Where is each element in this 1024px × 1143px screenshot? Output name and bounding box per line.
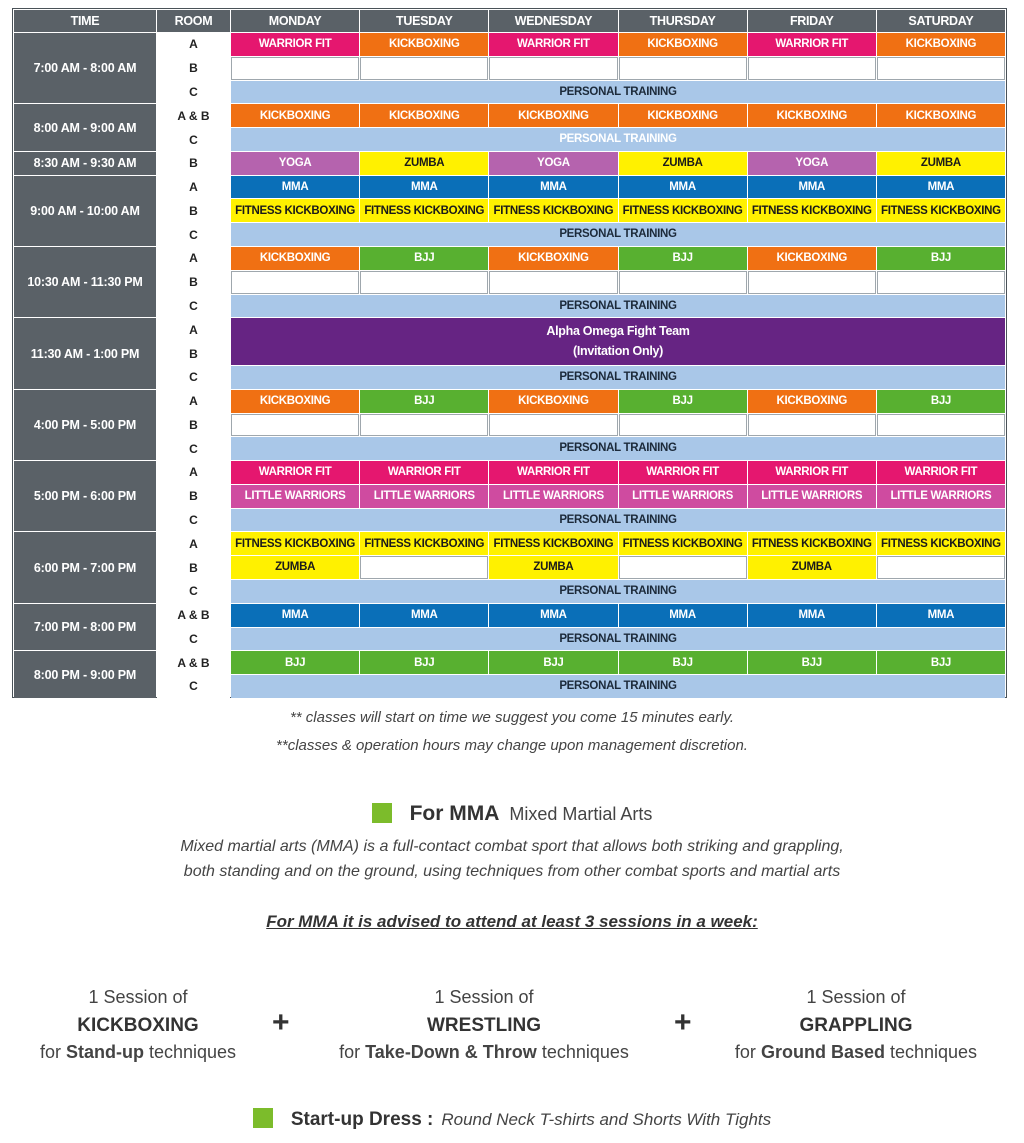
class-cell-fitness-kickboxing: FITNESS KICKBOXING	[231, 199, 359, 222]
time-slot-label: 7:00 PM - 8:00 PM	[14, 604, 156, 651]
class-cell-bjj: BJJ	[619, 247, 747, 270]
class-cell-bjj: BJJ	[619, 651, 747, 674]
class-schedule-table	[12, 8, 1007, 698]
class-cell-zumba: ZUMBA	[748, 556, 876, 579]
session-name: KICKBOXING	[77, 1014, 199, 1036]
note-start-on-time: ** classes will start on time we suggest you come 15 minutes early.	[289, 709, 735, 726]
room-label: A	[157, 461, 230, 484]
room-label: A	[157, 532, 230, 555]
class-cell-kickboxing: KICKBOXING	[231, 104, 359, 127]
class-cell-fitness-kickboxing: FITNESS KICKBOXING	[877, 199, 1005, 222]
time-slot-label: 9:00 AM - 10:00 AM	[14, 176, 156, 246]
class-cell-bjj: BJJ	[877, 247, 1005, 270]
class-cell-bjj: BJJ	[748, 651, 876, 674]
class-cell-warrior-fit: WARRIOR FIT	[360, 461, 488, 484]
empty-class-cell	[877, 57, 1005, 80]
room-label: B	[157, 485, 230, 508]
session-for: for	[39, 1042, 61, 1062]
class-cell-kickboxing: KICKBOXING	[489, 104, 617, 127]
class-cell-mma: MMA	[489, 604, 617, 627]
class-cell-warrior-fit: WARRIOR FIT	[489, 33, 617, 56]
column-header-tuesday: TUESDAY	[360, 10, 488, 32]
room-label: A & B	[157, 604, 230, 627]
column-header-saturday: SATURDAY	[877, 10, 1005, 32]
class-cell-little-warriors: LITTLE WARRIORS	[360, 485, 488, 508]
session-prefix: 1 Session of	[806, 987, 906, 1007]
class-cell-fitness-kickboxing: FITNESS KICKBOXING	[748, 199, 876, 222]
dress-value: Round Neck T-shirts and Shorts With Tights	[441, 1110, 772, 1129]
room-label: A	[157, 390, 230, 413]
class-cell-personal-training: PERSONAL TRAINING	[231, 580, 1005, 603]
room-label: C	[157, 81, 230, 104]
class-cell-fitness-kickboxing: FITNESS KICKBOXING	[231, 532, 359, 555]
time-slot-label: 8:00 PM - 9:00 PM	[14, 651, 156, 698]
class-cell-mma: MMA	[489, 176, 617, 199]
room-label: B	[157, 199, 230, 222]
mma-heading	[0, 802, 1024, 826]
class-cell-personal-training: PERSONAL TRAINING	[231, 366, 1005, 389]
time-slot-label: 8:30 AM - 9:30 AM	[14, 152, 156, 175]
room-label: A	[157, 318, 230, 341]
class-cell-personal-training: PERSONAL TRAINING	[231, 295, 1005, 318]
class-cell-mma: MMA	[360, 176, 488, 199]
empty-class-cell	[360, 271, 488, 294]
class-cell-yoga: YOGA	[231, 152, 359, 175]
class-cell-mma: MMA	[748, 604, 876, 627]
class-cell-fitness-kickboxing: FITNESS KICKBOXING	[360, 532, 488, 555]
room-label: C	[157, 128, 230, 151]
class-cell-bjj: BJJ	[619, 390, 747, 413]
empty-class-cell	[489, 414, 617, 437]
class-cell-warrior-fit: WARRIOR FIT	[231, 461, 359, 484]
room-label: C	[157, 437, 230, 460]
session-prefix: 1 Session of	[434, 987, 534, 1007]
class-cell-kickboxing: KICKBOXING	[877, 104, 1005, 127]
mma-description-line-1: Mixed martial arts (MMA) is a full-contact combat sport that allows both striking and grappling,	[180, 838, 844, 855]
session-suffix: techniques	[148, 1042, 237, 1062]
empty-class-cell	[360, 414, 488, 437]
time-slot-label: 6:00 PM - 7:00 PM	[14, 532, 156, 602]
empty-class-cell	[619, 414, 747, 437]
class-cell-mma: MMA	[877, 176, 1005, 199]
dress-label: Start-up Dress :	[290, 1109, 434, 1130]
column-header-thursday: THURSDAY	[619, 10, 747, 32]
green-square-icon	[253, 1108, 273, 1128]
empty-class-cell	[748, 414, 876, 437]
class-cell-warrior-fit: WARRIOR FIT	[748, 461, 876, 484]
class-cell-fitness-kickboxing: FITNESS KICKBOXING	[877, 532, 1005, 555]
room-label: C	[157, 295, 230, 318]
class-cell-warrior-fit: WARRIOR FIT	[748, 33, 876, 56]
class-cell-personal-training: PERSONAL TRAINING	[231, 128, 1005, 151]
plus-sign-2: +	[674, 1006, 692, 1039]
room-label: B	[157, 414, 230, 437]
empty-class-cell	[619, 556, 747, 579]
class-cell-kickboxing: KICKBOXING	[619, 33, 747, 56]
class-cell-personal-training: PERSONAL TRAINING	[231, 509, 1005, 532]
class-cell-mma: MMA	[748, 176, 876, 199]
column-header-room: ROOM	[157, 10, 230, 32]
room-label: B	[157, 556, 230, 579]
class-cell-mma: MMA	[619, 176, 747, 199]
class-cell-fitness-kickboxing: FITNESS KICKBOXING	[489, 199, 617, 222]
session-for: for	[339, 1042, 361, 1062]
mma-description-line-2: both standing and on the ground, using techniques from other combat sports and martial arts	[183, 863, 841, 880]
empty-class-cell	[231, 414, 359, 437]
room-label: B	[157, 57, 230, 80]
room-label: B	[157, 152, 230, 175]
time-slot-label: 7:00 AM - 8:00 AM	[14, 33, 156, 103]
room-label: C	[157, 366, 230, 389]
session-grappling	[706, 984, 1006, 1067]
class-cell-kickboxing: KICKBOXING	[231, 390, 359, 413]
class-cell-personal-training: PERSONAL TRAINING	[231, 81, 1005, 104]
class-cell-warrior-fit: WARRIOR FIT	[231, 33, 359, 56]
empty-class-cell	[231, 271, 359, 294]
class-cell-kickboxing: KICKBOXING	[489, 247, 617, 270]
class-cell-bjj: BJJ	[877, 651, 1005, 674]
room-label: A	[157, 176, 230, 199]
class-cell-kickboxing: KICKBOXING	[748, 390, 876, 413]
class-cell-bjj: BJJ	[489, 651, 617, 674]
empty-class-cell	[360, 57, 488, 80]
class-cell-bjj: BJJ	[231, 651, 359, 674]
column-header-wednesday: WEDNESDAY	[489, 10, 617, 32]
room-label: A & B	[157, 651, 230, 674]
class-cell-personal-training: PERSONAL TRAINING	[231, 628, 1005, 651]
startup-dress	[0, 1108, 1024, 1131]
class-cell-fitness-kickboxing: FITNESS KICKBOXING	[619, 199, 747, 222]
empty-class-cell	[619, 271, 747, 294]
room-label: B	[157, 342, 230, 365]
mma-advice: For MMA it is advised to attend at least 3 sessions in a week:	[266, 912, 758, 931]
class-cell-yoga: YOGA	[748, 152, 876, 175]
room-label: A	[157, 247, 230, 270]
class-cell-kickboxing: KICKBOXING	[748, 104, 876, 127]
empty-class-cell	[619, 57, 747, 80]
class-cell-zumba: ZUMBA	[489, 556, 617, 579]
class-cell-zumba: ZUMBA	[231, 556, 359, 579]
session-focus: Stand-up	[65, 1042, 144, 1062]
room-label: C	[157, 509, 230, 532]
class-cell-kickboxing: KICKBOXING	[748, 247, 876, 270]
class-cell-personal-training: PERSONAL TRAINING	[231, 223, 1005, 246]
session-focus: Take-Down & Throw	[365, 1042, 537, 1062]
note-hours-may-change: **classes & operation hours may change upon management discretion.	[276, 737, 748, 754]
empty-class-cell	[748, 271, 876, 294]
time-slot-label: 8:00 AM - 9:00 AM	[14, 104, 156, 151]
class-cell-little-warriors: LITTLE WARRIORS	[877, 485, 1005, 508]
class-cell-bjj: BJJ	[360, 651, 488, 674]
class-cell-kickboxing: KICKBOXING	[231, 247, 359, 270]
class-cell-mma: MMA	[360, 604, 488, 627]
empty-class-cell	[877, 556, 1005, 579]
class-cell-fitness-kickboxing: FITNESS KICKBOXING	[360, 199, 488, 222]
empty-class-cell	[360, 556, 488, 579]
class-cell-fitness-kickboxing: FITNESS KICKBOXING	[489, 532, 617, 555]
empty-class-cell	[489, 57, 617, 80]
plus-sign-1: +	[272, 1006, 290, 1039]
class-cell-mma: MMA	[619, 604, 747, 627]
class-cell-kickboxing: KICKBOXING	[360, 33, 488, 56]
class-cell-kickboxing: KICKBOXING	[877, 33, 1005, 56]
empty-class-cell	[231, 57, 359, 80]
class-cell-little-warriors: LITTLE WARRIORS	[619, 485, 747, 508]
empty-class-cell	[877, 271, 1005, 294]
session-kickboxing	[18, 984, 258, 1067]
session-name: WRESTLING	[427, 1014, 541, 1036]
room-label: B	[157, 271, 230, 294]
empty-class-cell	[489, 271, 617, 294]
class-cell-mma: MMA	[231, 176, 359, 199]
class-cell-yoga: YOGA	[489, 152, 617, 175]
class-cell-alpha-omega-fight-team-invitation-only: Alpha Omega Fight Team (Invitation Only)	[231, 318, 1005, 365]
class-cell-little-warriors: LITTLE WARRIORS	[231, 485, 359, 508]
time-slot-label: 5:00 PM - 6:00 PM	[14, 461, 156, 531]
column-header-time: TIME	[14, 10, 156, 32]
room-label: C	[157, 675, 230, 698]
session-name: GRAPPLING	[799, 1014, 913, 1036]
time-slot-label: 4:00 PM - 5:00 PM	[14, 390, 156, 460]
class-cell-zumba: ZUMBA	[619, 152, 747, 175]
class-cell-kickboxing: KICKBOXING	[489, 390, 617, 413]
session-for: for	[734, 1042, 756, 1062]
empty-class-cell	[877, 414, 1005, 437]
mma-subtitle: Mixed Martial Arts	[509, 804, 653, 824]
mma-title: For MMA	[409, 802, 500, 825]
class-cell-fitness-kickboxing: FITNESS KICKBOXING	[619, 532, 747, 555]
column-header-friday: FRIDAY	[748, 10, 876, 32]
class-cell-mma: MMA	[231, 604, 359, 627]
class-cell-mma: MMA	[877, 604, 1005, 627]
session-suffix: techniques	[889, 1042, 978, 1062]
class-cell-bjj: BJJ	[360, 247, 488, 270]
class-cell-warrior-fit: WARRIOR FIT	[877, 461, 1005, 484]
class-cell-personal-training: PERSONAL TRAINING	[231, 437, 1005, 460]
room-label: C	[157, 580, 230, 603]
session-prefix: 1 Session of	[88, 987, 188, 1007]
session-focus: Ground Based	[760, 1042, 885, 1062]
class-cell-warrior-fit: WARRIOR FIT	[619, 461, 747, 484]
class-cell-kickboxing: KICKBOXING	[619, 104, 747, 127]
time-slot-label: 11:30 AM - 1:00 PM	[14, 318, 156, 388]
room-label: C	[157, 223, 230, 246]
empty-class-cell	[748, 57, 876, 80]
class-cell-kickboxing: KICKBOXING	[360, 104, 488, 127]
class-cell-bjj: BJJ	[360, 390, 488, 413]
session-suffix: techniques	[541, 1042, 629, 1062]
class-cell-little-warriors: LITTLE WARRIORS	[489, 485, 617, 508]
room-label: A & B	[157, 104, 230, 127]
class-cell-personal-training: PERSONAL TRAINING	[231, 675, 1005, 698]
class-cell-fitness-kickboxing: FITNESS KICKBOXING	[748, 532, 876, 555]
class-cell-zumba: ZUMBA	[360, 152, 488, 175]
room-label: C	[157, 628, 230, 651]
session-wrestling	[304, 984, 664, 1067]
time-slot-label: 10:30 AM - 11:30 PM	[14, 247, 156, 317]
class-cell-warrior-fit: WARRIOR FIT	[489, 461, 617, 484]
class-cell-bjj: BJJ	[877, 390, 1005, 413]
room-label: A	[157, 33, 230, 56]
green-square-icon	[372, 803, 392, 823]
column-header-monday: MONDAY	[231, 10, 359, 32]
class-cell-zumba: ZUMBA	[877, 152, 1005, 175]
class-cell-little-warriors: LITTLE WARRIORS	[748, 485, 876, 508]
